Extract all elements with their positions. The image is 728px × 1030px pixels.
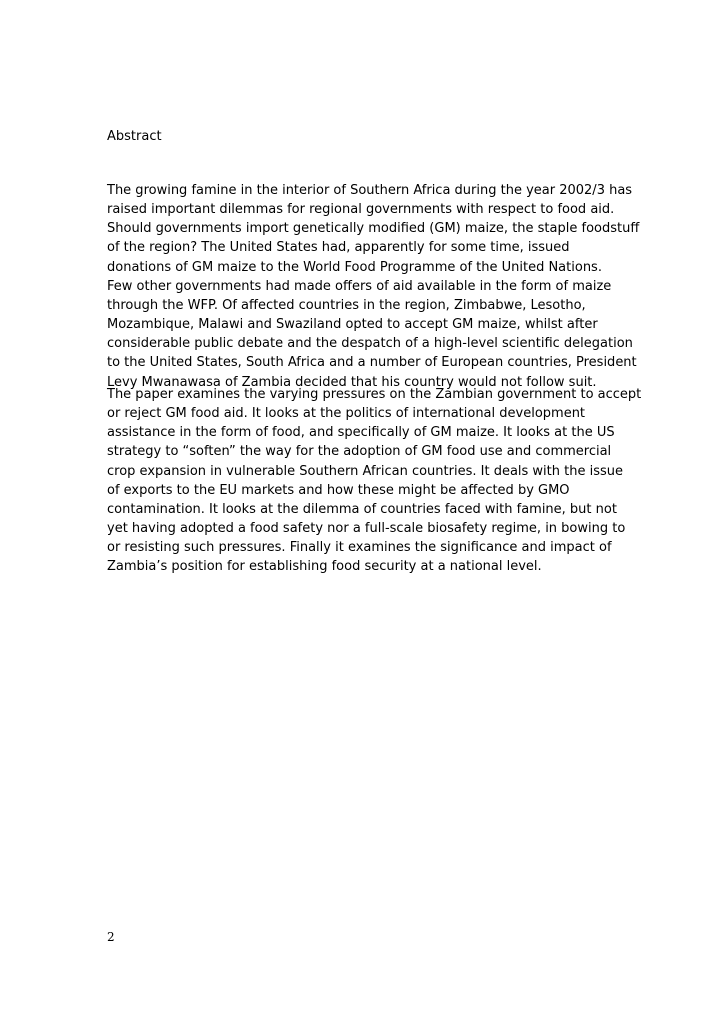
paragraph-line: or resisting such pressures. Finally it examines the significance and impact of (107, 540, 612, 556)
abstract-paragraph-2 (107, 385, 641, 577)
paragraph-line: of exports to the EU markets and how these might be affected by GMO (107, 482, 570, 498)
paragraph-line: Should governments import genetically modified (GM) maize, the staple foodstuff (107, 221, 640, 237)
paragraph-line: raised important dilemmas for regional governments with respect to food aid. (107, 202, 615, 218)
paragraph-line: through the WFP. Of affected countries in the region, Zimbabwe, Lesotho, (107, 297, 586, 313)
paragraph-line: of the region? The United States had, apparently for some time, issued (107, 240, 570, 256)
abstract-heading: Abstract (107, 129, 162, 144)
paragraph-line: The growing famine in the interior of Southern Africa during the year 2002/3 has (107, 183, 633, 198)
paragraph-line: to the United States, South Africa and a number of European countries, President (107, 355, 637, 371)
paragraph-line: Few other governments had made offers of aid available in the form of maize (107, 278, 612, 294)
paragraph-line: considerable public debate and the despatch of a high-level scientific delegation (107, 336, 633, 352)
paragraph-line: The paper examines the varying pressures on the Zambian government to accept (107, 387, 642, 402)
paragraph-line: strategy to “soften” the way for the adoption of GM food use and commercial (107, 444, 612, 460)
paragraph-line: or reject GM food aid. It looks at the politics of international development (107, 406, 586, 422)
paragraph-line: assistance in the form of food, and specifically of GM maize. It looks at the US (107, 425, 615, 441)
abstract-paragraph-1 (107, 181, 639, 392)
paragraph-line: donations of GM maize to the World Food Programme of the United Nations. (107, 259, 602, 275)
paragraph-line: crop expansion in vulnerable Southern African countries. It deals with the issue (107, 463, 624, 479)
paragraph-line: yet having adopted a food safety nor a full-scale biosafety regime, in bowing to (107, 521, 626, 537)
paragraph-line: contamination. It looks at the dilemma of countries faced with famine, but not (107, 501, 617, 517)
page-number: 2 (107, 930, 115, 944)
paragraph-line: Zambia’s position for establishing food security at a national level. (107, 559, 542, 575)
paragraph-line: Mozambique, Malawi and Swaziland opted to accept GM maize, whilst after (107, 317, 598, 333)
paragraph-line: Levy Mwanawasa of Zambia decided that his country would not follow suit. (107, 374, 597, 390)
